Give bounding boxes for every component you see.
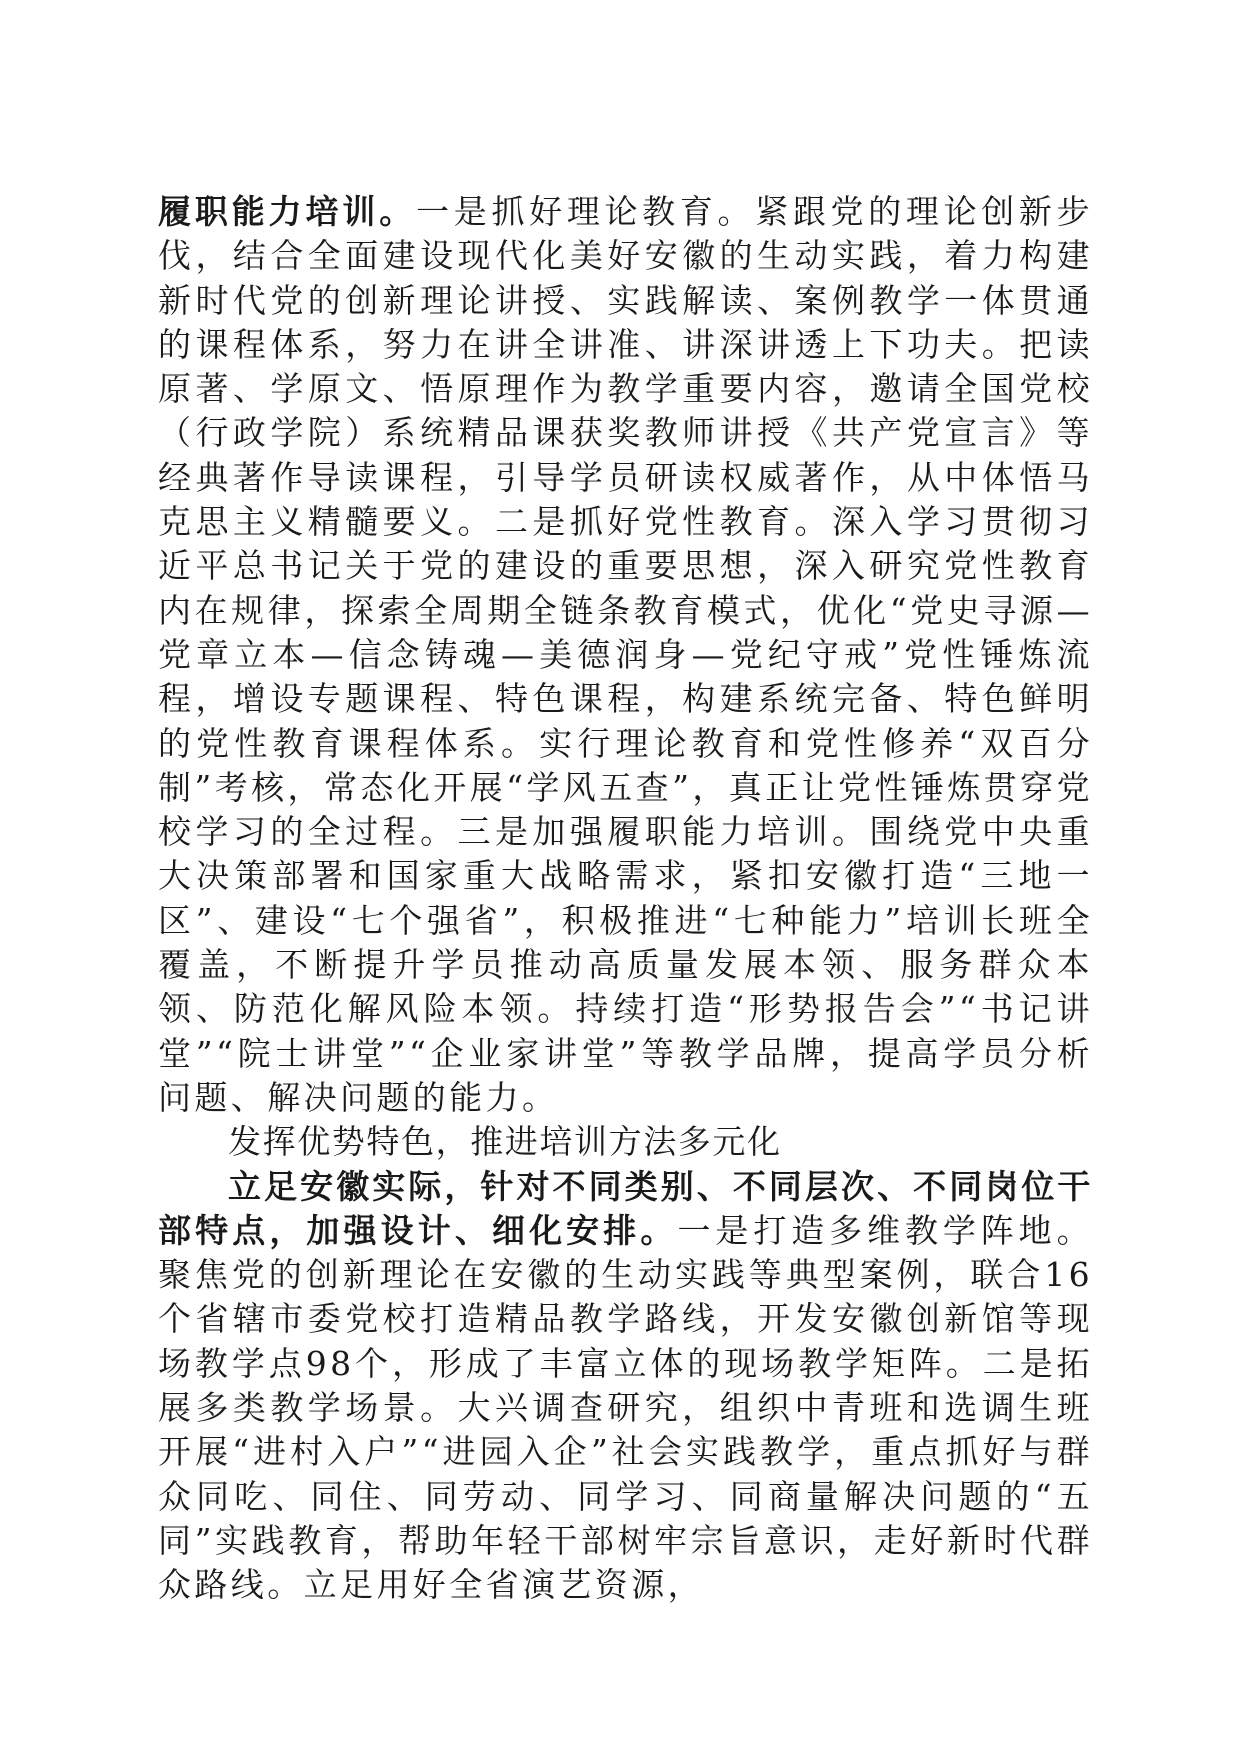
paragraph-body: 一是打造多维教学阵地。聚焦党的创新理论在安徽的生动实践等典型案例，联合16个省辖市委党校打造精品教学路线，开发安徽创新馆等现场教学点98个，形成了丰富立体的现场教学矩阵。二是拓展多类教学场景。大兴调查研究，组织中青班和选调生班开展“进村入户”“进园入企”社会实践教学，重点抓好与群众同吃、同住、同劳动、同学习、同商量解决问题的“五同”实践教育，帮助年轻干部树牢宗旨意识，走好新时代群众路线。立足用好全省演艺资源， [158, 1210, 1093, 1605]
paragraph-training [158, 190, 1093, 1120]
section-heading: 发挥优势特色，推进培训方法多元化 [228, 1122, 782, 1162]
paragraph-lead-bold: 履职能力培训。 [158, 192, 417, 231]
paragraph-lead-bold: 立足安徽实际，针对不同类别、不同层次、不同岗位干部特点，加强设计、细化安排。 [158, 1166, 1093, 1250]
document-page [158, 190, 1093, 1608]
paragraph-body: 一是抓好理论教育。紧跟党的理论创新步伐，结合全面建设现代化美好安徽的生动实践，着力构建新时代党的创新理论讲授、实践解读、案例教学一体贯通的课程体系，努力在讲全讲准、讲深讲透上下功夫。把读原著、学原文、悟原理作为教学重要内容，邀请全国党校（行政学院）系统精品课获奖教师讲授《共产党宣言》等经典著作导读课程，引导学员研读权威著作，从中体悟马克思主义精髓要义。二是抓好党性教育。深入学习贯彻习近平总书记关于党的建设的重要思想，深入研究党性教育内在规律，探索全周期全链条教育模式，优化“党史寻源—党章立本—信念铸魂—美德润身—党纪守戒”党性锤炼流程，增设专题课程、特色课程，构建系统完备、特色鲜明的党性教育课程体系。实行理论教育和党性修养“双百分制”考核，常态化开展“学风五查”，真正让党性锤炼贯穿党校学习的全过程。三是加强履职能力培训。围绕党中央重大决策部署和国家重大战略需求，紧扣安徽打造“三地一区”、建设“七个强省”，积极推进“七种能力”培训长班全覆盖，不断提升学员推动高质量发展本领、服务群众本领、防范化解风险本领。持续打造“形势报告会”“书记讲堂”“院士讲堂”“企业家讲堂”等教学品牌，提高学员分析问题、解决问题的能力。 [158, 192, 1093, 1117]
paragraph-methods [158, 1165, 1093, 1608]
